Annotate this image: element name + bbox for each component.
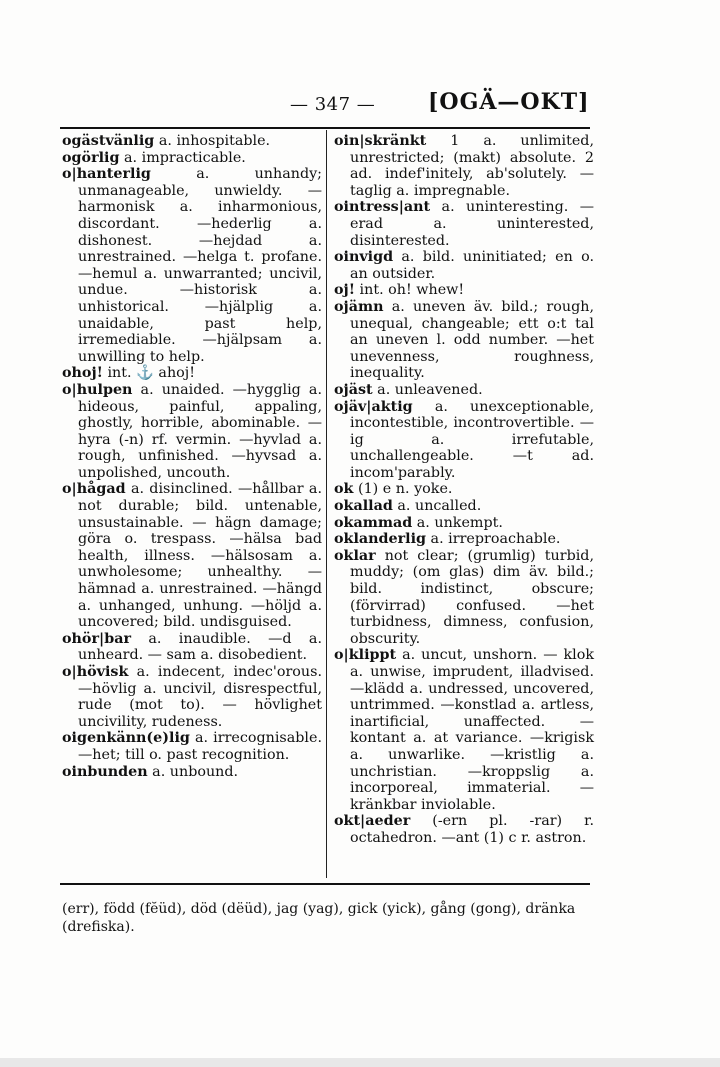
dictionary-entry: okammad a. unkempt.	[334, 514, 503, 531]
dictionary-entry: ojäv|aktig a. unexceptionable, incontestible, incontrovertible. —ig a. irrefutable, unchallengeable. —t ad. incom'parably.	[334, 398, 594, 481]
header-rule	[60, 127, 590, 129]
dictionary-entry: ok (1) e n. yoke.	[334, 481, 453, 498]
headword-range: [OGÄ—OKT]	[428, 89, 590, 115]
dictionary-entry: ohör|bar a. inaudible. —d a. unheard. — sam a. disobedient.	[62, 630, 322, 664]
dictionary-entry: ohoj! int. ⚓ ahoj!	[62, 365, 195, 382]
dictionary-entry: oklar not clear; (grumlig) turbid, muddy; (om glas) dim äv. bild.; bild. indistinct, obscure; (förvirrad) confused. —het turbidness, dimness, confusion, obscurity.	[334, 547, 594, 647]
dictionary-entry: oin|skränkt 1 a. unlimited, unrestricted; (makt) absolute. 2 ad. indef'initely, ab'solutely. —taglig a. impregnable.	[334, 133, 594, 199]
left-column	[62, 133, 322, 780]
dictionary-entry: ogästvänlig a. inhospitable.	[62, 133, 271, 149]
dictionary-entry: ojäst a. unleavened.	[334, 381, 483, 398]
dictionary-entry: o|hövisk a. indecent, indec'orous. —hövlig a. uncivil, disrespectful, rude (mot to). — hövlighet uncivility, rudeness.	[62, 664, 322, 730]
dictionary-entry: oinbunden a. unbound.	[62, 763, 239, 780]
dictionary-entry: okt|aeder (-ern pl. -rar) r. octahedron. —ant (1) c r. astron.	[334, 813, 594, 846]
pronunciation-footnote: (err), född (fĕüd), död (dëüd), jag (yag), gick (yick), gång (gong), dränka (drefiska).	[62, 901, 576, 935]
page-number: — 347 —	[290, 94, 376, 115]
dictionary-entry: oklanderlig a. irreproachable.	[334, 531, 561, 548]
dictionary-entry: o|klippt a. uncut, unshorn. — klok a. unwise, imprudent, illadvised. —klädd a. undressed, uncovered, untrimmed. —konstlad a. artless, inartificial, unaffected. — kontant a. at variance. —krigisk a. unwarlike. —kristlig a. unchristian. —kroppslig a. incorporeal, immaterial. — kränkbar inviolable.	[334, 647, 594, 813]
dictionary-entry: o|hågad a. disinclined. —hållbar a. not durable; bild. untenable, unsustainable. — hägn damage; göra o. trespass. —hälsa bad health, illness. —hälsosam a. unwholesome; unhealthy. —hämnad a. unrestrained. —hängd a. unhanged, unhung. —höljd a. uncovered; bild. undisguised.	[62, 481, 322, 631]
footer-rule	[60, 883, 590, 885]
dictionary-entry: ogörlig a. impracticable.	[62, 149, 246, 166]
column-divider	[326, 130, 327, 878]
dictionary-entry: ojämn a. uneven äv. bild.; rough, unequal, changeable; ett o:t tal an uneven l. odd number. —het unevenness, roughness, inequality.	[334, 298, 594, 382]
dictionary-entry: okallad a. uncalled.	[334, 498, 482, 515]
dictionary-entry: o|hulpen a. unaided. —hygglig a. hideous, painful, appaling, ghostly, horrible, abominable. —hyra (-n) rf. vermin. —hyvlad a. rough, unfinished. —hyvsad a. unpolished, uncouth.	[62, 381, 322, 481]
dictionary-entry: oj! int. oh! whew!	[334, 282, 465, 299]
dictionary-entry: o|hanterlig a. unhandy; unmanageable, unwieldy. —harmonisk a. inharmonious, discordant. —hederlig a. dishonest. —hejdad a. unrestrained. —helga t. profane. —hemul a. unwarranted; uncivil, undue. —historisk a. unhistorical. —hjälplig a. unaidable, past help, irremediable. —hjälpsam a. unwilling to help.	[62, 166, 322, 365]
right-column	[334, 133, 594, 847]
scan-edge	[0, 1058, 720, 1067]
dictionary-entry: oinvigd a. bild. uninitiated; en o. an outsider.	[334, 249, 594, 282]
dictionary-entry: oigenkänn(e)lig a. irrecognisable. —het; till o. past recognition.	[62, 730, 322, 763]
dictionary-entry: ointress|ant a. uninteresting. —erad a. uninterested, disinterested.	[334, 199, 594, 249]
